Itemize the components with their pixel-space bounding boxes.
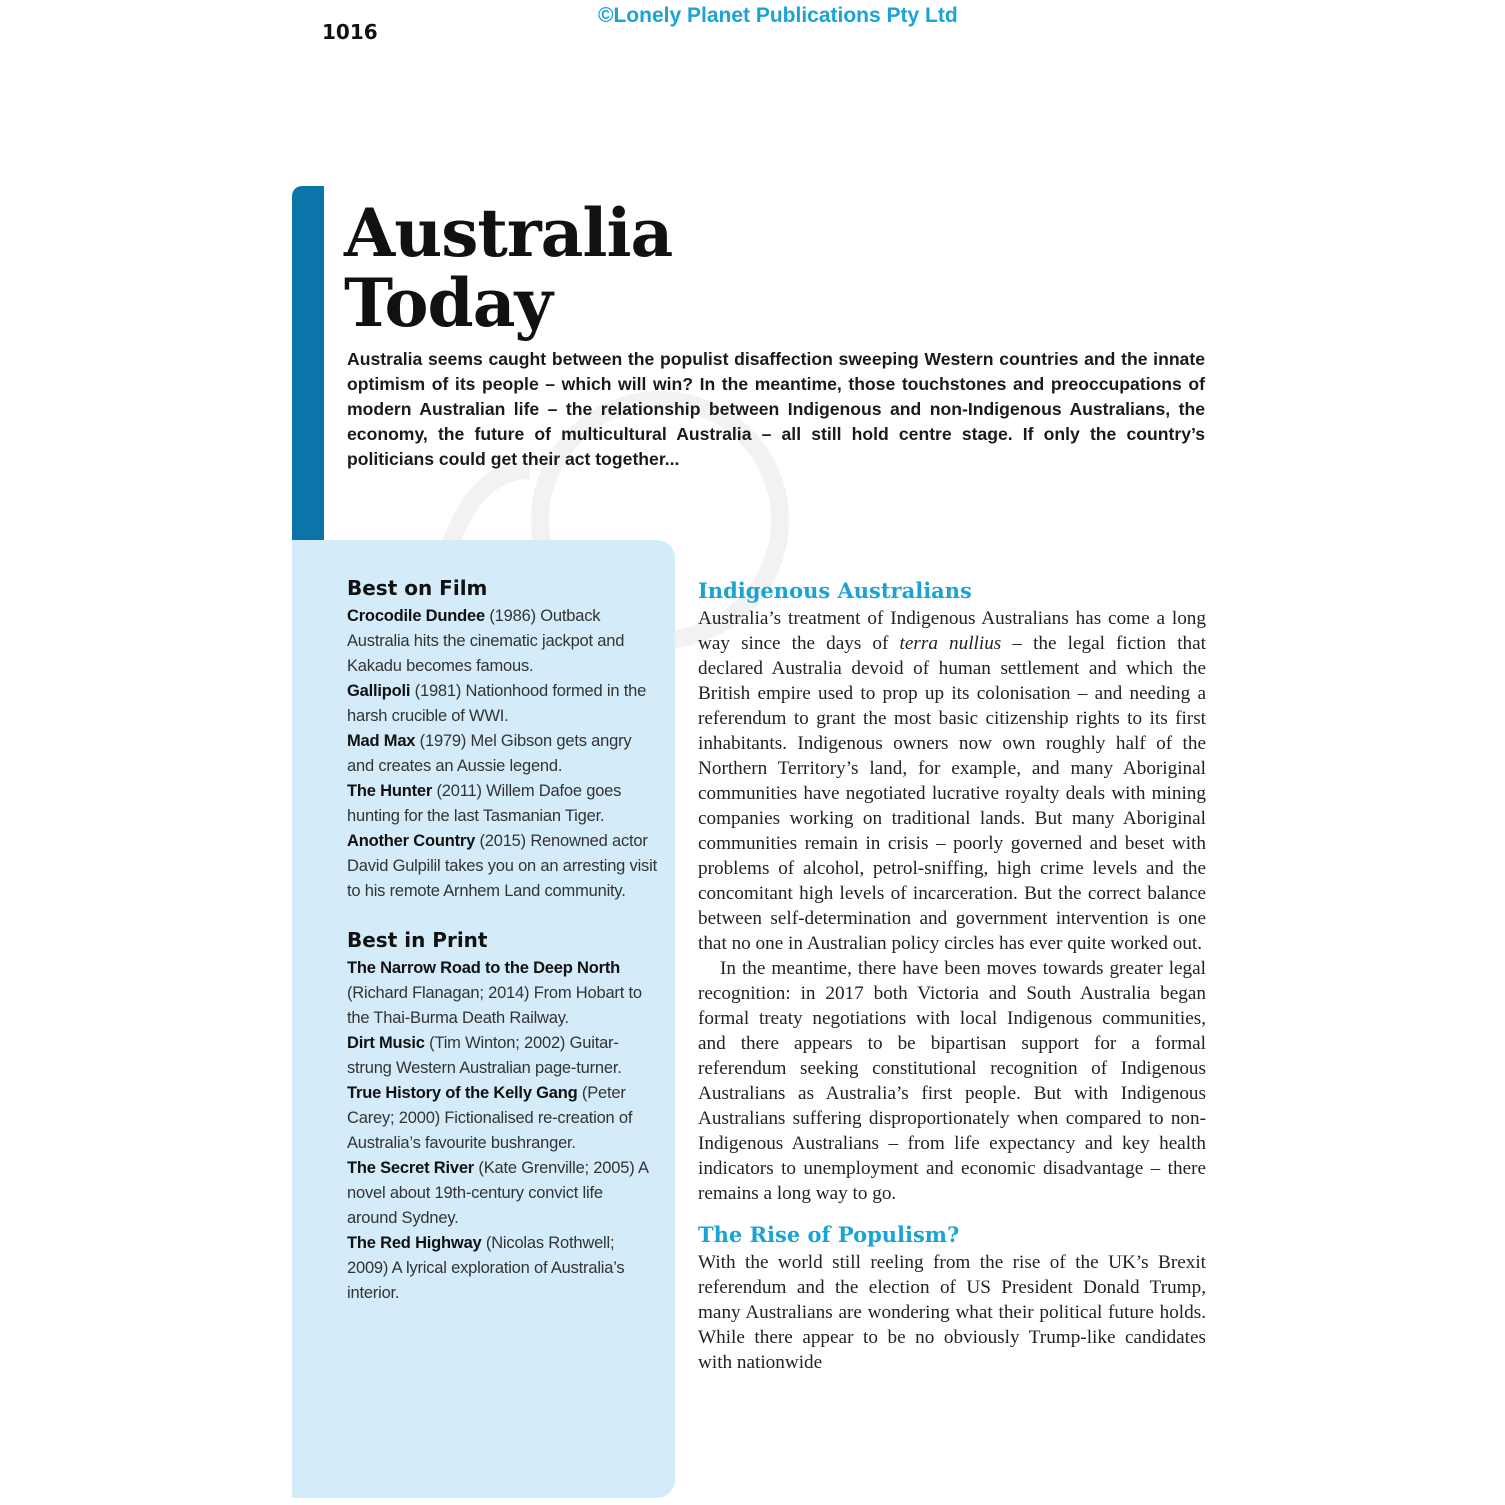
list-item <box>347 729 657 779</box>
item-text: (Kate Grenville; 2005) A novel about 19th-century convict life around Sydney. <box>347 1159 648 1227</box>
sidebar-content <box>347 576 657 1306</box>
chapter-title-line1: Australia <box>344 194 673 272</box>
best-on-film-heading: Best on Film <box>347 576 488 600</box>
item-text: (2011) Willem Dafoe goes hunting for the last Tasmanian Tiger. <box>347 782 622 825</box>
main-column <box>698 576 1206 1375</box>
section-heading-indigenous: Indigenous Australians <box>698 578 972 603</box>
item-text: (1986) Outback Australia hits the cinematic jackpot and Kakadu becomes famous. <box>347 607 625 675</box>
item-text: (2015) Renowned actor David Gulpilil takes you on an arresting visit to his remote Arnhem Land community. <box>347 832 657 900</box>
chapter-accent-bar <box>292 186 324 580</box>
item-title: The Hunter <box>347 782 433 800</box>
item-title: The Narrow Road to the Deep North <box>347 959 620 977</box>
paragraph-text: Australia’s treatment of Indigenous Australians has come a long way since the days of <box>698 608 1206 654</box>
body-paragraph: In the meantime, there have been moves towards greater legal recognition: in 2017 both Victoria and South Australia began formal treaty negotiations with local Indigenous communities, and there appears to be bipartisan support for a formal referendum seeking constitutional recognition of Indigenous Australians as Australia’s first people. But with Indigenous Australians suffering disproportionately when compared to non-Indigenous Australians – from life expectancy and key health indicators to unemployment and economic disadvantage – there remains a long way to go. <box>698 958 1206 1204</box>
item-title: Crocodile Dundee <box>347 607 485 625</box>
body-paragraph <box>698 606 1206 956</box>
best-in-print-heading: Best in Print <box>347 928 488 952</box>
item-title: Gallipoli <box>347 682 411 700</box>
italic-term: terra nullius <box>899 633 1002 654</box>
list-item <box>347 1031 657 1081</box>
section-heading-populism: The Rise of Populism? <box>698 1222 960 1247</box>
sidebar-box <box>292 540 675 1498</box>
list-item <box>347 1156 657 1231</box>
item-title: Dirt Music <box>347 1034 425 1052</box>
list-item <box>347 829 657 904</box>
chapter-title-line2: Today <box>344 264 552 342</box>
item-title: The Red Highway <box>347 1234 482 1252</box>
list-item <box>347 1231 657 1306</box>
item-text: (1979) Mel Gibson gets angry and creates an Aussie legend. <box>347 732 632 775</box>
chapter-title <box>344 194 673 342</box>
chapter-intro: Australia seems caught between the populist disaffection sweeping Western countries and the innate optimism of its people – which will win? In the meantime, those touchstones and preoccupations of modern Australian life – the relationship between Indigenous and non-Indigenous Australians, the economy, the future of multicultural Australia – all still hold centre stage. If only the country’s politicians could get their act together... <box>347 349 1205 469</box>
item-title: Mad Max <box>347 732 416 750</box>
list-item <box>347 1081 657 1156</box>
item-text: (Tim Winton; 2002) Guitar-strung Western Australian page-turner. <box>347 1034 622 1077</box>
print-list <box>347 956 657 1306</box>
copyright-notice: ©Lonely Planet Publications Pty Ltd <box>598 4 958 27</box>
list-item <box>347 604 657 679</box>
page-number: 1016 <box>322 20 378 44</box>
item-text: (Richard Flanagan; 2014) From Hobart to the Thai-Burma Death Railway. <box>347 984 642 1027</box>
item-title: True History of the Kelly Gang <box>347 1084 578 1102</box>
paragraph-text: – the legal fiction that declared Australia devoid of human settlement and which the British empire used to prop up its colonisation – and needing a referendum to grant the most basic citizenship rights to its first inhabitants. Indigenous owners now own roughly half of the Northern Territory’s land, for example, and many Aboriginal communities have negotiated lucrative royalty deals with mining companies working on traditional lands. But many Aboriginal communities remain in crisis – poorly governed and beset with problems of alcohol, petrol-sniffing, high crime levels and the concomitant high levels of incarceration. But the correct balance between self-determination and government intervention is one that no one in Australian policy circles has ever quite worked out. <box>698 633 1206 954</box>
list-item <box>347 779 657 829</box>
list-item <box>347 679 657 729</box>
item-title: Another Country <box>347 832 476 850</box>
item-title: The Secret River <box>347 1159 475 1177</box>
film-list <box>347 604 657 904</box>
item-text: (Nicolas Rothwell; 2009) A lyrical exploration of Australia’s interior. <box>347 1234 625 1302</box>
body-paragraph: With the world still reeling from the rise of the UK’s Brexit referendum and the election of US President Donald Trump, many Australians are wondering what their political future holds. While there appear to be no obviously Trump-like candidates with nationwide <box>698 1252 1206 1373</box>
item-text: (Peter Carey; 2000) Fictionalised re-creation of Australia’s favourite bushranger. <box>347 1084 633 1152</box>
list-item <box>347 956 657 1031</box>
item-text: (1981) Nationhood formed in the harsh crucible of WWI. <box>347 682 647 725</box>
